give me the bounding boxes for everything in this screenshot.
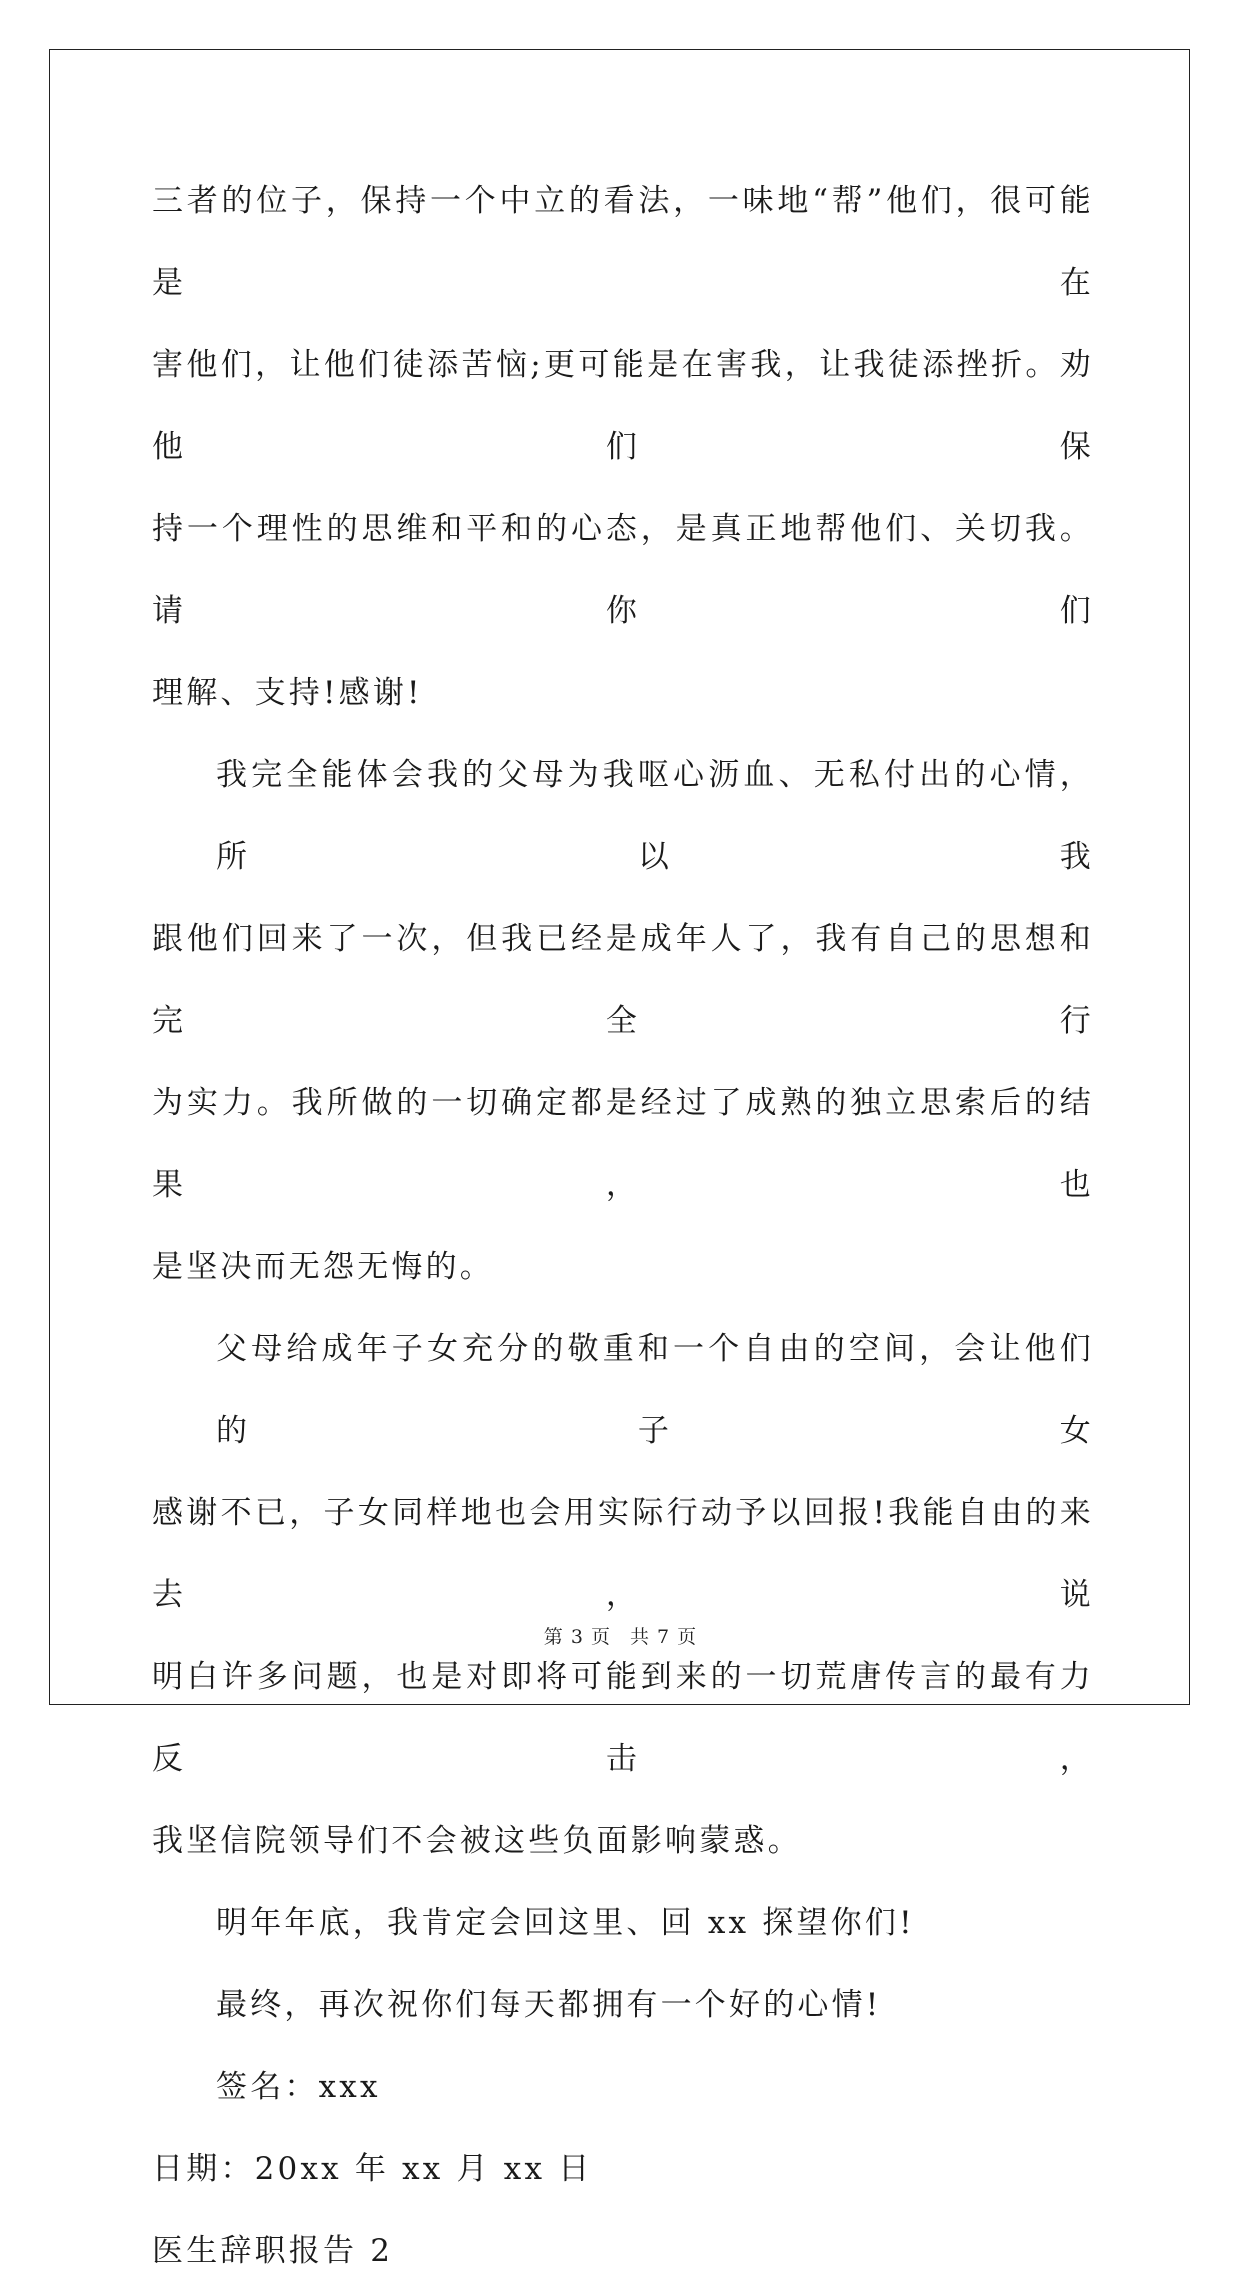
- page-total: 共 7 页: [630, 1626, 698, 1648]
- text-line: 明年年底，我肯定会回这里、回 xx 探望你们!: [216, 1905, 915, 1941]
- section-heading: [152, 2210, 1094, 2292]
- text-line: 跟他们回来了一次，但我已经是成年人了，我有自己的思想和完全行: [152, 921, 1094, 1039]
- text-line: 最终，再次祝你们每天都拥有一个好的心情!: [216, 1987, 882, 2023]
- page-footer: [0, 1622, 1241, 1649]
- signature-line: [152, 2046, 1094, 2128]
- text-line: 是坚决而无怨无悔的。: [152, 1249, 494, 1285]
- text-line: 理解、支持!感谢!: [152, 675, 423, 711]
- paragraph-1: [152, 160, 1094, 734]
- paragraph-4: [152, 1882, 1094, 1964]
- paragraph-5: [152, 1964, 1094, 2046]
- document-body: [152, 160, 1094, 2292]
- text-line: 感谢不已，子女同样地也会用实际行动予以回报!我能自由的来去，说: [152, 1495, 1094, 1613]
- paragraph-3: [152, 1308, 1094, 1882]
- date-line: [152, 2128, 1094, 2210]
- text-line: 日期：20xx 年 xx 月 xx 日: [152, 2151, 593, 2187]
- text-line: 为实力。我所做的一切确定都是经过了成熟的独立思索后的结果，也: [152, 1085, 1094, 1203]
- text-line: 我坚信院领导们不会被这些负面影响蒙惑。: [152, 1823, 802, 1859]
- text-line: 医生辞职报告 2: [152, 2233, 394, 2269]
- text-line: 三者的位子，保持一个中立的看法，一味地“帮”他们，很可能是在: [152, 183, 1094, 301]
- text-line: 持一个理性的思维和平和的心态，是真正地帮他们、关切我。请你们: [152, 511, 1094, 629]
- text-line: 明白许多问题，也是对即将可能到来的一切荒唐传言的最有力反击，: [152, 1659, 1094, 1777]
- text-line: 签名：xxx: [216, 2069, 381, 2105]
- text-line: 父母给成年子女充分的敬重和一个自由的空间，会让他们的子女: [216, 1331, 1094, 1449]
- text-line: 害他们，让他们徒添苦恼;更可能是在害我，让我徒添挫折。劝他们保: [152, 347, 1094, 465]
- paragraph-2: [152, 734, 1094, 1308]
- text-line: 我完全能体会我的父母为我呕心沥血、无私付出的心情，所以我: [216, 757, 1094, 875]
- page-number: 第 3 页: [543, 1626, 611, 1648]
